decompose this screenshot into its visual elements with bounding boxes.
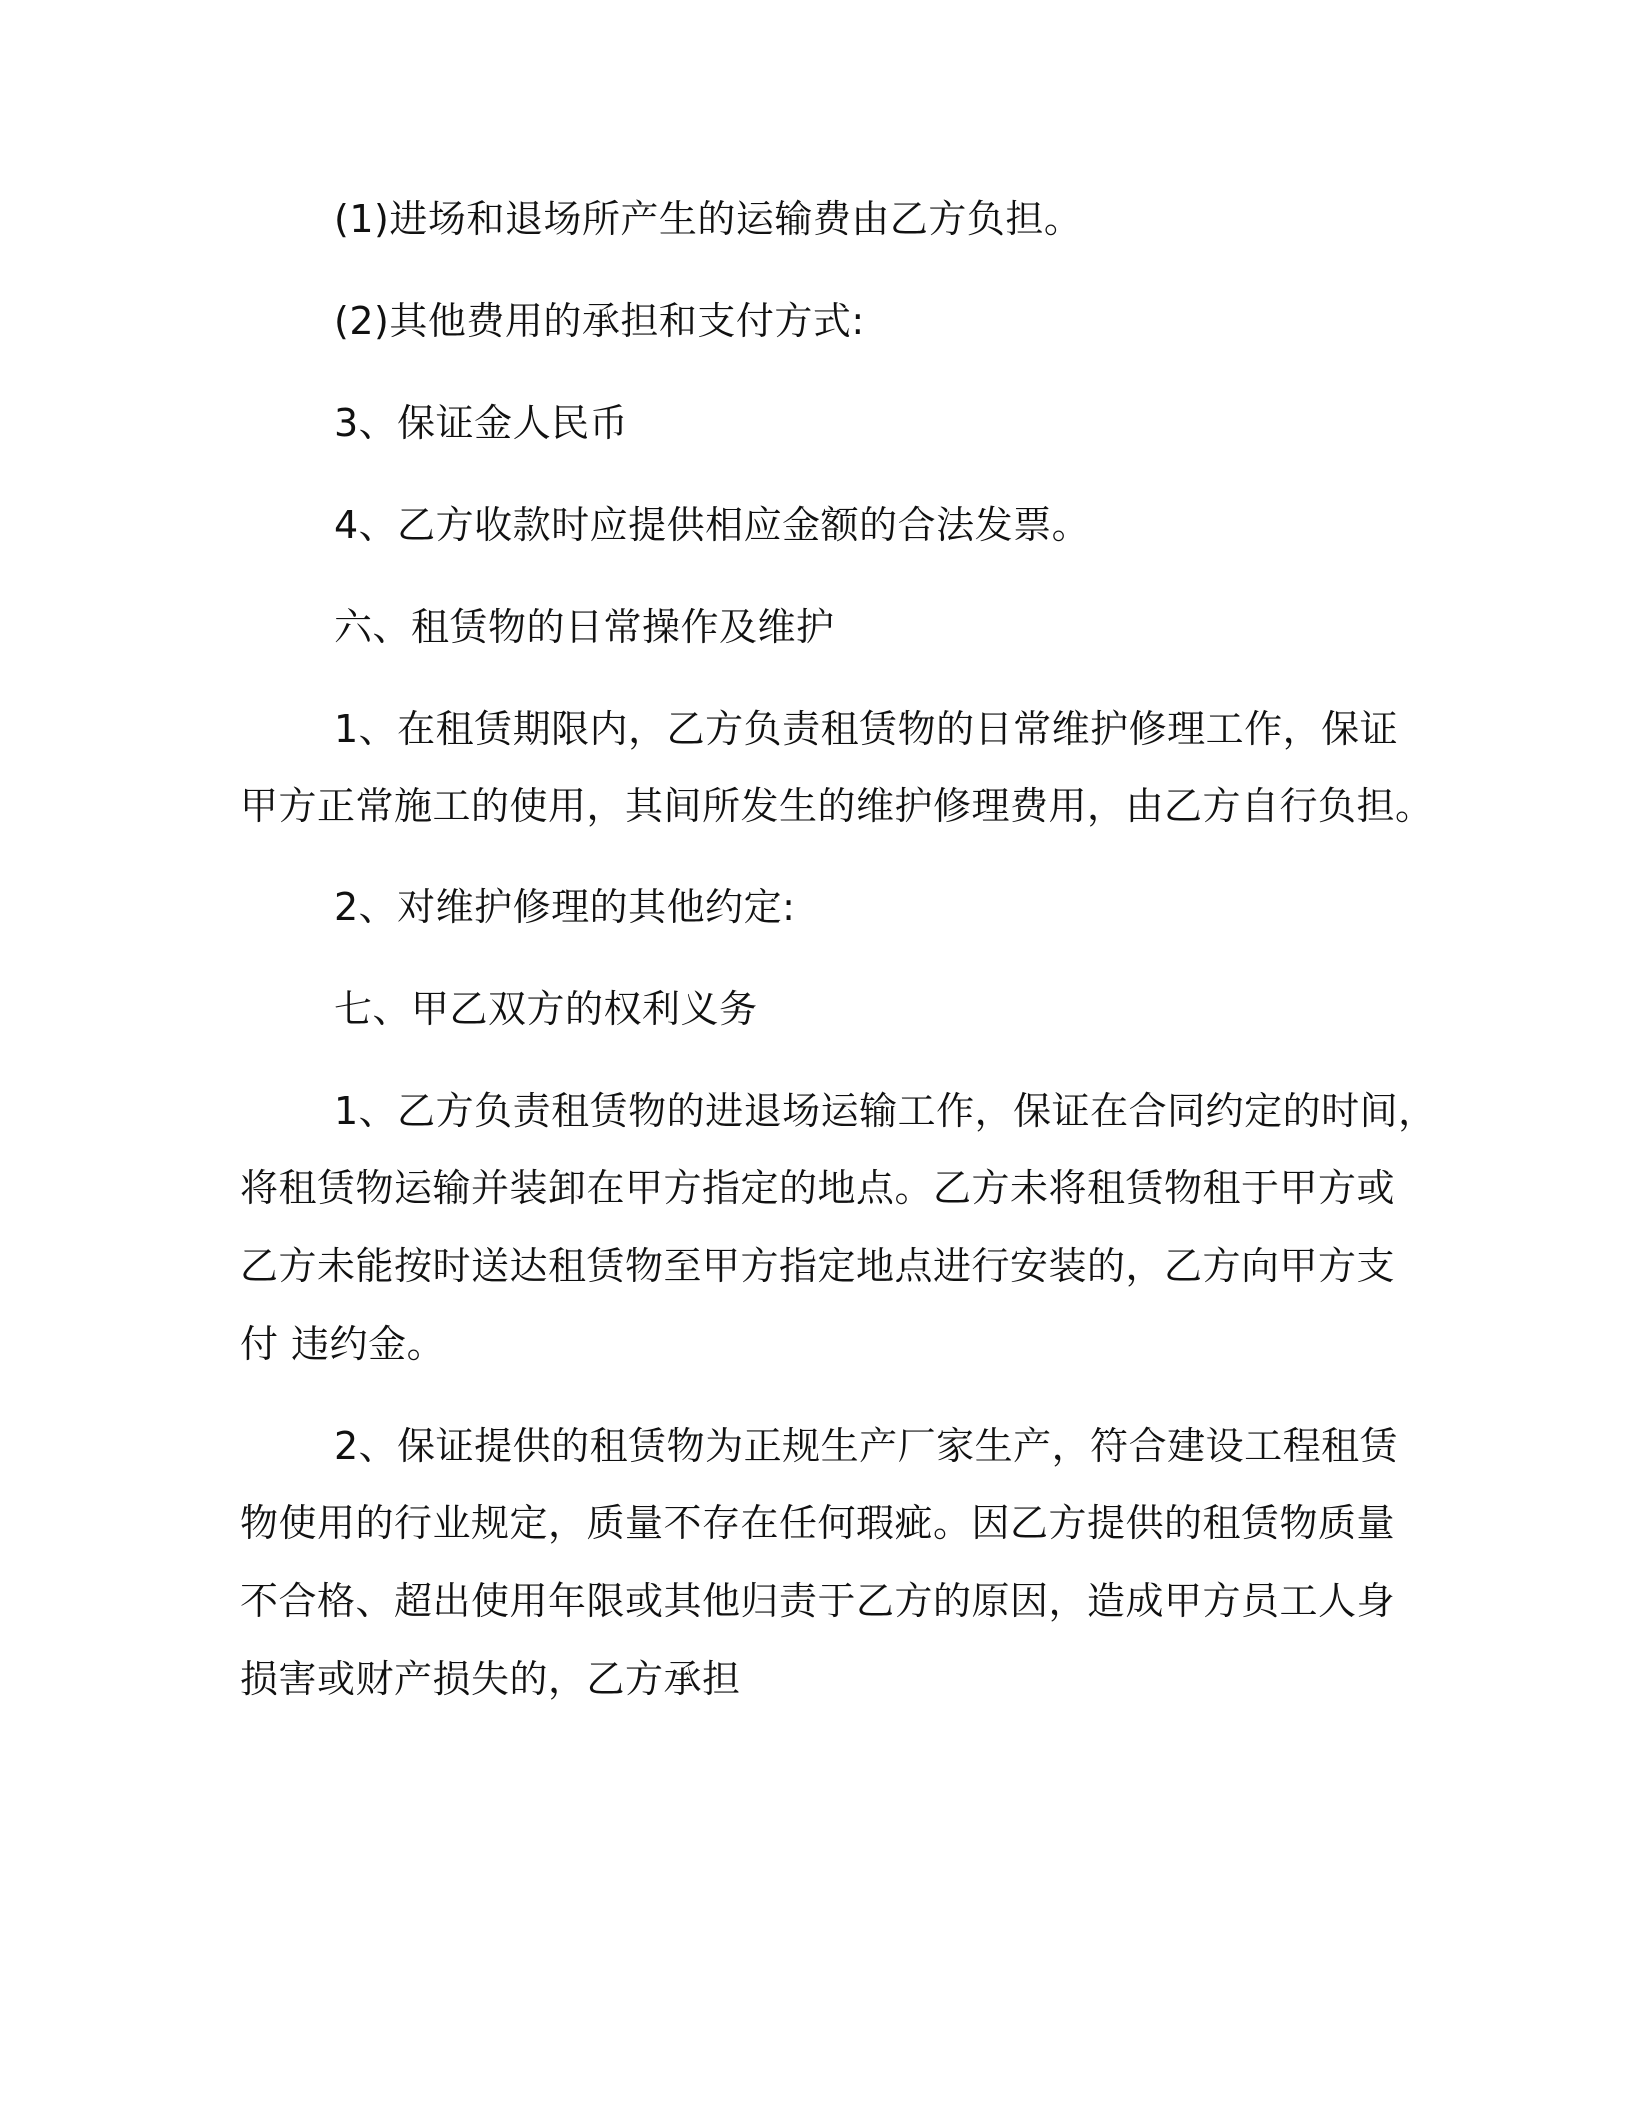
text-line-8: 2、对维护修理的其他约定: [334, 885, 796, 929]
text-line-12: 乙方未能按时送达租赁物至甲方指定地点进行安装的，乙方向甲方支 [240, 1244, 1396, 1288]
text-line-10: 1、乙方负责租赁物的进退场运输工作，保证在合同约定的时间， [334, 1089, 1437, 1133]
text-line-16: 不合格、超出使用年限或其他归责于乙方的原因，造成甲方员工人身 [240, 1579, 1396, 1623]
text-line-11: 将租赁物运输并装卸在甲方指定的地点。乙方未将租赁物租于甲方或 [240, 1166, 1396, 1210]
text-line-15: 物使用的行业规定，质量不存在任何瑕疵。因乙方提供的租赁物质量 [240, 1501, 1396, 1545]
section-heading-6: 六、租赁物的日常操作及维护 [334, 605, 835, 649]
text-line-13: 付 违约金。 [240, 1322, 446, 1366]
text-line-3: 3、保证金人民币 [334, 401, 629, 445]
text-line-17: 损害或财产损失的，乙方承担 [240, 1657, 741, 1701]
section-heading-7: 七、甲乙双方的权利义务 [334, 987, 758, 1031]
text-line-1: (1)进场和退场所产生的运输费由乙方负担。 [334, 197, 1083, 241]
text-line-7: 甲方正常施工的使用，其间所发生的维护修理费用，由乙方自行负担。 [240, 784, 1434, 828]
text-line-6: 1、在租赁期限内，乙方负责租赁物的日常维护修理工作，保证 [334, 707, 1399, 751]
text-line-2: (2)其他费用的承担和支付方式: [334, 299, 865, 343]
text-line-4: 4、乙方收款时应提供相应金额的合法发票。 [334, 503, 1091, 547]
text-line-14: 2、保证提供的租赁物为正规生产厂家生产，符合建设工程租赁 [334, 1424, 1399, 1468]
